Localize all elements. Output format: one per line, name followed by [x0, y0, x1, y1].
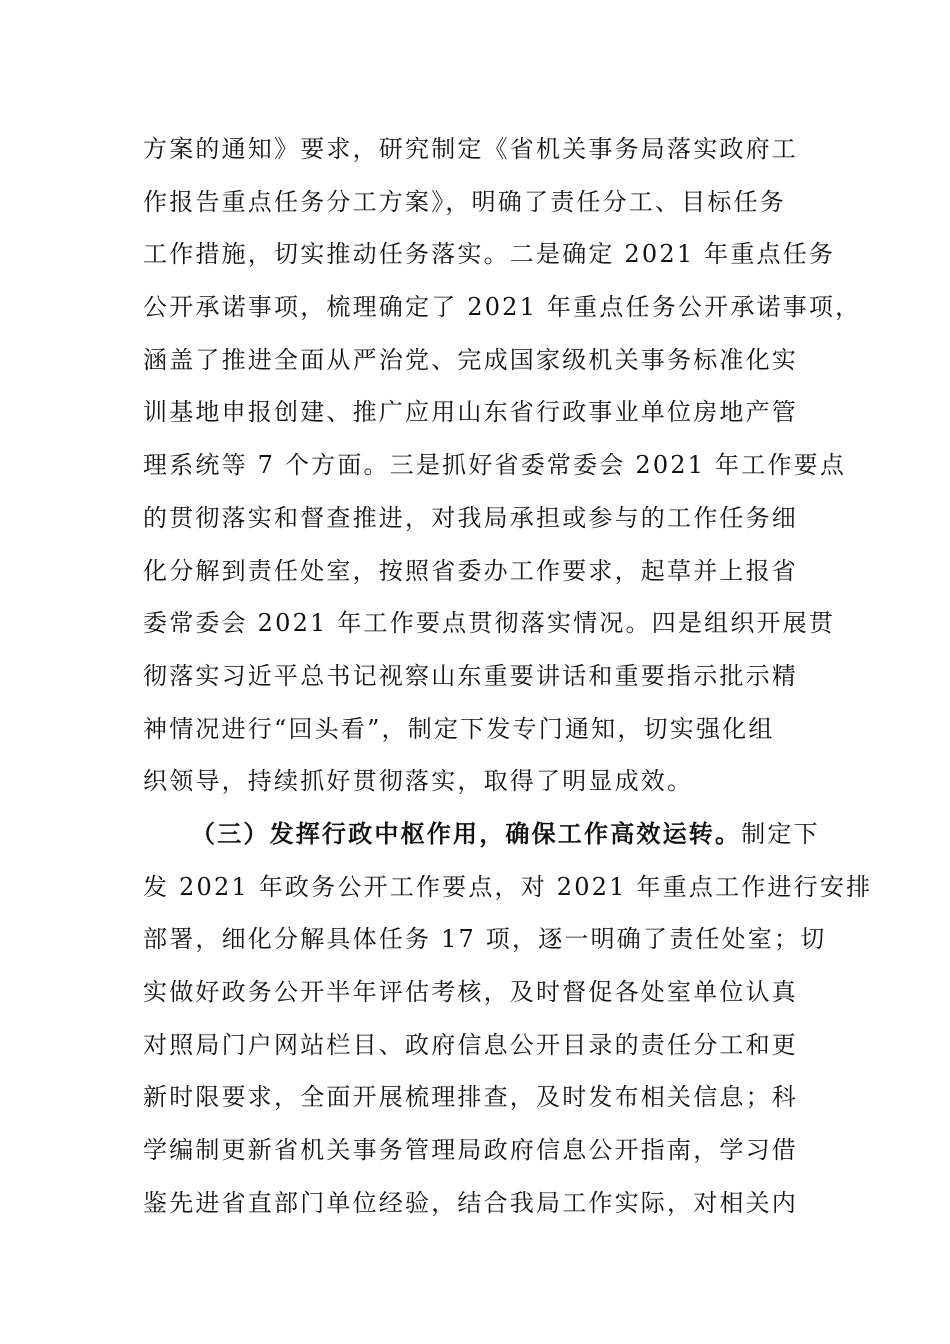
paragraph-line: 理系统等 7 个方面。三是抓好省委常委会 2021 年工作要点 — [143, 451, 847, 480]
paragraph-line: 织领导，持续抓好贯彻落实，取得了明显成效。 — [143, 767, 694, 796]
paragraph-line: 训基地申报创建、推广应用山东省行政事业单位房地产管 — [143, 398, 798, 427]
paragraph-line: 学编制更新省机关事务管理局政府信息公开指南，学习借 — [143, 1136, 798, 1165]
paragraph-line: 发 2021 年政务公开工作要点，对 2021 年重点工作进行安排 — [143, 872, 873, 901]
paragraph-line: 彻落实习近平总书记视察山东重要讲话和重要指示批示精 — [143, 661, 798, 690]
section-heading: （三）发挥行政中枢作用，确保工作高效运转。 — [191, 819, 742, 848]
paragraph-line: 方案的通知》要求，研究制定《省机关事务局落实政府工 — [143, 135, 798, 163]
document-body — [143, 123, 873, 1229]
paragraph-line: 鉴先进省直部门单位经验，结合我局工作实际，对相关内 — [143, 1188, 798, 1217]
paragraph-line: 部署，细化分解具体任务 17 项，逐一明确了责任处室；切 — [143, 925, 827, 954]
paragraph-line: 涵盖了推进全面从严治党、完成国家级机关事务标准化实 — [143, 345, 798, 374]
paragraph-line: 对照局门户网站栏目、政府信息公开目录的责任分工和更 — [143, 1030, 798, 1059]
paragraph-line: 化分解到责任处室，按照省委办工作要求，起草并上报省 — [143, 556, 798, 585]
paragraph-line: 委常委会 2021 年工作要点贯彻落实情况。四是组织开展贯 — [143, 609, 836, 638]
paragraph-line: 神情况进行“回头看”，制定下发专门通知，切实强化组 — [143, 714, 775, 743]
paragraph-line: 作报告重点任务分工方案》，明确了责任分工、目标任务 — [143, 187, 786, 216]
paragraph-line: 实做好政务公开半年评估考核，及时督促各处室单位认真 — [143, 978, 798, 1006]
paragraph-line: 新时限要求，全面开展梳理排查，及时发布相关信息；科 — [143, 1083, 798, 1112]
section-first-line — [143, 808, 831, 861]
paragraph-line: 工作措施，切实推动任务落实。二是确定 2021 年重点任务 — [143, 240, 836, 269]
paragraph-line: 的贯彻落实和督查推进，对我局承担或参与的工作任务细 — [143, 503, 798, 532]
paragraph-line: 公开承诺事项，梳理确定了 2021 年重点任务公开承诺事项， — [143, 293, 862, 322]
section-text-start: 制定下 — [741, 819, 820, 848]
